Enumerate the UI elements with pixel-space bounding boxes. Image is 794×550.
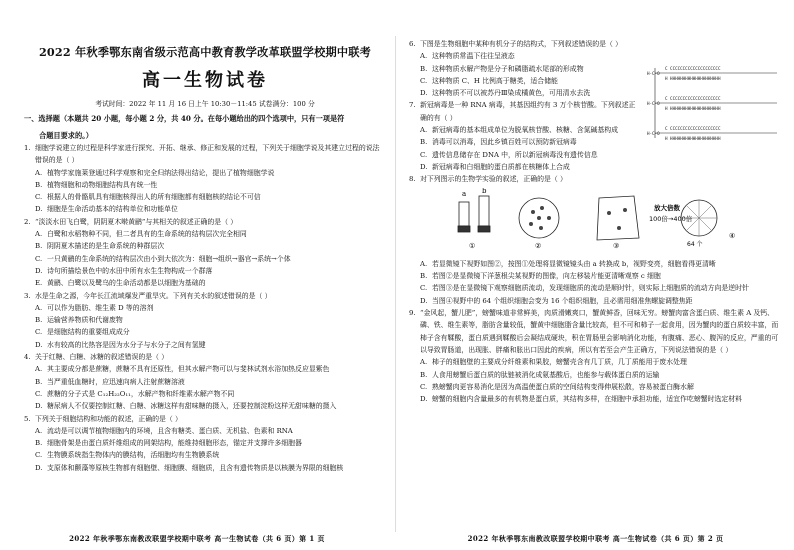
question-number: 5. bbox=[24, 414, 31, 423]
question-number: 7. bbox=[409, 101, 416, 110]
question-5 bbox=[24, 413, 386, 474]
option-d: D. 新冠病毒和白细胞的蛋白质都在核糖体上合成 bbox=[420, 162, 570, 171]
option-e: E. 黄鹂、白鹭以及鹭乌的生命活动都是以细胞为基础的 bbox=[35, 279, 206, 288]
fig-label-3: ③ bbox=[613, 241, 620, 250]
option-c: C. 一只黄鹂的生命系统的结构层次由小到大依次为：细胞→组织→器官→系统→个体 bbox=[35, 254, 291, 263]
svg-text:H-C-O: H-C-O bbox=[647, 131, 660, 136]
option-b: B. 人食用螃蟹后蛋白质的肽链被消化成氨基酸后，也能参与载体蛋白质的运输 bbox=[420, 370, 660, 379]
fig-magnification-value: 100倍→400倍 bbox=[649, 214, 693, 223]
fig-label-2: ② bbox=[535, 241, 542, 250]
section-heading-continued: 合题目要求的。） bbox=[39, 131, 93, 140]
option-b: B. 当严重低血糖时，应迅速向病人注射蔗糖溶液 bbox=[35, 377, 185, 386]
page-footer: 2022 年秋季鄂东南教改联盟学校期中联考 高一生物试卷（共 6 页）第 2 页 bbox=[467, 534, 724, 543]
fig-cell-count: 64 个 bbox=[687, 240, 703, 248]
option-a: A. 这种物质常温下往往呈液态 bbox=[420, 52, 515, 61]
microscope-experiment-figure bbox=[449, 188, 749, 252]
option-d: D. 细胞是生命活动基本的结构单位和功能单位 bbox=[35, 205, 178, 214]
svg-text:H HHHHHHHHHHHHHHHHHHHH: H HHHHHHHHHHHHHHHHHHHH bbox=[665, 106, 721, 111]
option-a: A. 其主要成分都是蔗糖，蔗糖不具有还原性，但其水解产物可以与斐林试剂水浴加热反应显紫色 bbox=[35, 365, 330, 374]
question-stem: 关于红糖、白糖、冰糖的叙述错误的是（ ） bbox=[35, 353, 169, 362]
question-1 bbox=[24, 142, 386, 216]
fig-magnification-label: 放大倍数 bbox=[654, 203, 680, 212]
question-4 bbox=[24, 351, 386, 412]
page-divider bbox=[395, 36, 396, 532]
paper-subject-title: 高一生物试卷 bbox=[142, 70, 268, 91]
page-footer: 2022 年秋季鄂东南教改联盟学校期中联考 高一生物试卷（共 6 页）第 1 页 bbox=[69, 534, 325, 543]
question-stem: 下图是生物细胞中某种有机分子的结构式，下列叙述错误的是（ ） bbox=[420, 40, 623, 48]
question-8 bbox=[409, 173, 780, 307]
svg-text:H-C-O: H-C-O bbox=[647, 71, 660, 76]
option-c: C. 若图③是在显微镜下观察细胞质流动，发现细胞质的流动是顺时针，则实际上细胞质的流动方向是逆时针 bbox=[420, 284, 749, 293]
option-d: D. 这种物质不可以被苏丹Ⅲ染成橘黄色，可用清水去洗 bbox=[420, 89, 591, 98]
option-c: C. 蔗糖的分子式是 C₁₂H₂₂O₁₁，水解产物和纤维素水解产物不同 bbox=[35, 389, 235, 398]
option-c: C. 根据人的骨骼肌具有细胞核得出人的所有细胞都有细胞核的结论不可信 bbox=[35, 193, 261, 202]
option-d: D. 当图④视野中的 64 个组织细胞会变为 16 个组织细胞，且必需用细准焦螺旋调整焦距 bbox=[420, 296, 693, 305]
question-number: 4. bbox=[24, 353, 31, 362]
option-d: D. 支原体和颤藻等原核生物都有细胞壁、细胞膜、细胞质，且含有遗传物质是以核膜为界限的细胞核 bbox=[35, 463, 344, 472]
fig-label-1: ① bbox=[469, 241, 476, 250]
option-b: B. 若图②是显微镜下洋葱根尖某视野的图像，向左移装片能更清晰观察 c 细胞 bbox=[420, 272, 661, 281]
question-number: 2. bbox=[24, 217, 31, 226]
svg-text:H-C-O: H-C-O bbox=[647, 101, 660, 106]
question-stem: 对下列图示的生物学实验的叙述，正确的是（ ） bbox=[420, 175, 567, 184]
option-c: C. 生物膜系统指生物体内的膜结构，活细胞均有生物膜系统 bbox=[35, 451, 220, 460]
svg-text:C CCCCCCCCCCCCCCCCCCCC: C CCCCCCCCCCCCCCCCCCCC bbox=[665, 66, 721, 71]
question-number: 9. bbox=[409, 309, 416, 318]
question-stem: “淡淡水田飞白鹭，阴阴夏木啭黄鹂”与其相关的叙述正确的是（ ） bbox=[35, 217, 238, 226]
section-heading: 一、选择题（本题共 20 小题，每小题 2 分，共 40 分。在每小题给出的四个选项中，只有一项是符 bbox=[24, 114, 345, 123]
triglyceride-structure-figure bbox=[645, 58, 785, 148]
question-number: 1. bbox=[24, 144, 31, 152]
question-stem: 细胞学说建立的过程是科学家进行探究、开拓、继承、修正和发展的过程，下列关于细胞学说及其建立过程的说法错误的是（ ） bbox=[35, 144, 380, 165]
page-2 bbox=[397, 0, 794, 550]
svg-text:H HHHHHHHHHHHHHHHHHHHH: H HHHHHHHHHHHHHHHHHHHH bbox=[665, 136, 721, 141]
option-a: A. 植物学家施莱登通过科学观察和完全归纳法得出结论，提出了植物细胞学说 bbox=[35, 168, 275, 177]
option-a: A. 新冠病毒的基本组成单位为脱氧核苷酸、核糖、含氮碱基构成 bbox=[420, 126, 619, 135]
exam-title: 2022 年秋季鄂东南省级示范高中教育教学改革联盟学校期中联考 bbox=[38, 45, 372, 59]
option-a: A. 流动是可以调节植物细胞内的环境，且含有糖类、蛋白质、无机盐、色素和 RNA bbox=[35, 426, 293, 435]
question-stem: 新冠病毒是一种 RNA 病毒，其基因组约有 3 万个核苷酸。下列叙述正确的有（ ） bbox=[420, 101, 636, 122]
option-a: A. 可以作为脂肪、维生素 D 等的溶剂 bbox=[35, 303, 154, 312]
svg-text:H HHHHHHHHHHHHHHHHHHHH: H HHHHHHHHHHHHHHHHHHHH bbox=[665, 76, 721, 81]
question-number: 8. bbox=[409, 175, 416, 184]
question-stem: 水是生命之源，今年长江流域爆发严重旱灾。下列有关水的叙述错误的是（ ） bbox=[35, 291, 272, 300]
option-d: D. 水有较高的比热容是因为水分子与水分子之间有氢键 bbox=[35, 340, 206, 349]
fig-label-b: b bbox=[482, 187, 487, 195]
option-d: D. 诗句所描绘景色中的水田中所有水生生物构成一个群落 bbox=[35, 266, 213, 275]
question-9 bbox=[409, 307, 780, 405]
option-b: B. 阴阴夏木描述的是生命系统的种群层次 bbox=[35, 242, 165, 251]
option-b: B. 消毒可以消毒，因此乡镇百姓可以预防新冠病毒 bbox=[420, 138, 577, 147]
question-number: 6. bbox=[409, 40, 416, 48]
option-b: B. 运输营养物质和代谢废物 bbox=[35, 316, 123, 325]
svg-text:C CCCCCCCCCCCCCCCCCCCC: C CCCCCCCCCCCCCCCCCCCC bbox=[665, 96, 721, 101]
option-b: B. 这种物质水解产物是分子和磷脂疏水尾部的形成物 bbox=[420, 64, 584, 73]
option-a: A. 若显微镜下视野如图②，按图①处理将显微镜镜头由 a 转换成 b，视野变亮，细胞看得更清晰 bbox=[420, 259, 716, 268]
question-2 bbox=[24, 216, 386, 290]
option-c: C. 熟螃蟹肉更容易消化是因为高温使蛋白质的空间结构变得伸展松散，容易被蛋白酶水解 bbox=[420, 382, 694, 391]
question-stem: “金风起，蟹儿肥”，螃蟹味道非常鲜美，肉质滑嫩爽口，蟹黄鲜香，回味无穷。螃蟹肉富含蛋白质、维生素 A 及钙、磷、铁、维生素等，脂肪含量较低，蟹黄中细胞脂含量比较高，但不可和柿子一起食用，因为蟹肉的蛋白质较丰富，而柿子含有鞣酸，蛋白质遇到鞣酸后会凝结成硬块，积在胃肠里会影响消化功能，有腹痛、恶心、腹泻的反应，严重的可以导致胃肠道，出现胀、胖痛和胀出口因此的疾病，所以有若至会产生正确方，下列说法错误的是（ ） bbox=[420, 309, 779, 354]
option-b: B. 植物细胞和动物细胞结构具有统一性 bbox=[35, 180, 158, 189]
page-1 bbox=[0, 0, 394, 550]
option-a: A. 白鹭和水稻物种不同，但二者具有的生命系统的结构层次完全相同 bbox=[35, 230, 247, 239]
question-stem: 下列关于细胞结构和功能的叙述，正确的是（ ） bbox=[35, 414, 182, 423]
fig-label-a: a bbox=[462, 189, 467, 198]
option-c: C. 是细胞结构的重要组成成分 bbox=[35, 328, 130, 337]
question-3 bbox=[24, 290, 386, 351]
fig-label-4: ④ bbox=[729, 231, 736, 240]
option-a: A. 柿子的细胞壁的主要成分纤维素和果胶，螃蟹壳含有几丁质，几丁质能用于废水处理 bbox=[420, 358, 687, 367]
option-c: C. 遗传信息储存在 DNA 中，所以新冠病毒没有遗传信息 bbox=[420, 150, 598, 159]
question-number: 3. bbox=[24, 291, 31, 300]
svg-text:C CCCCCCCCCCCCCCCCCCCC: C CCCCCCCCCCCCCCCCCCCC bbox=[665, 126, 721, 131]
option-d: D. 糖尿病人不仅要控制红糖、白糖、冰糖这样有甜味糖的摄入，还要控制淀粉这样无甜味糖的摄入 bbox=[35, 402, 337, 411]
option-c: C. 这种物质 C、H 比例高于糖类，适合储能 bbox=[420, 76, 558, 85]
exam-info: 考试时间：2022 年 11 月 16 日上午 10:30－11:45 试卷满分：100 分 bbox=[95, 100, 315, 108]
option-d: D. 螃蟹的细胞内含量最多的有机物是蛋白质，其结构多样，在细胞中承担功能，适宜作吃螃蟹时选定材料 bbox=[420, 395, 743, 404]
option-b: B. 细胞骨架是由蛋白质纤维组成的网架结构，能维持细胞形态，锚定并支撑许多细胞器 bbox=[35, 439, 302, 448]
